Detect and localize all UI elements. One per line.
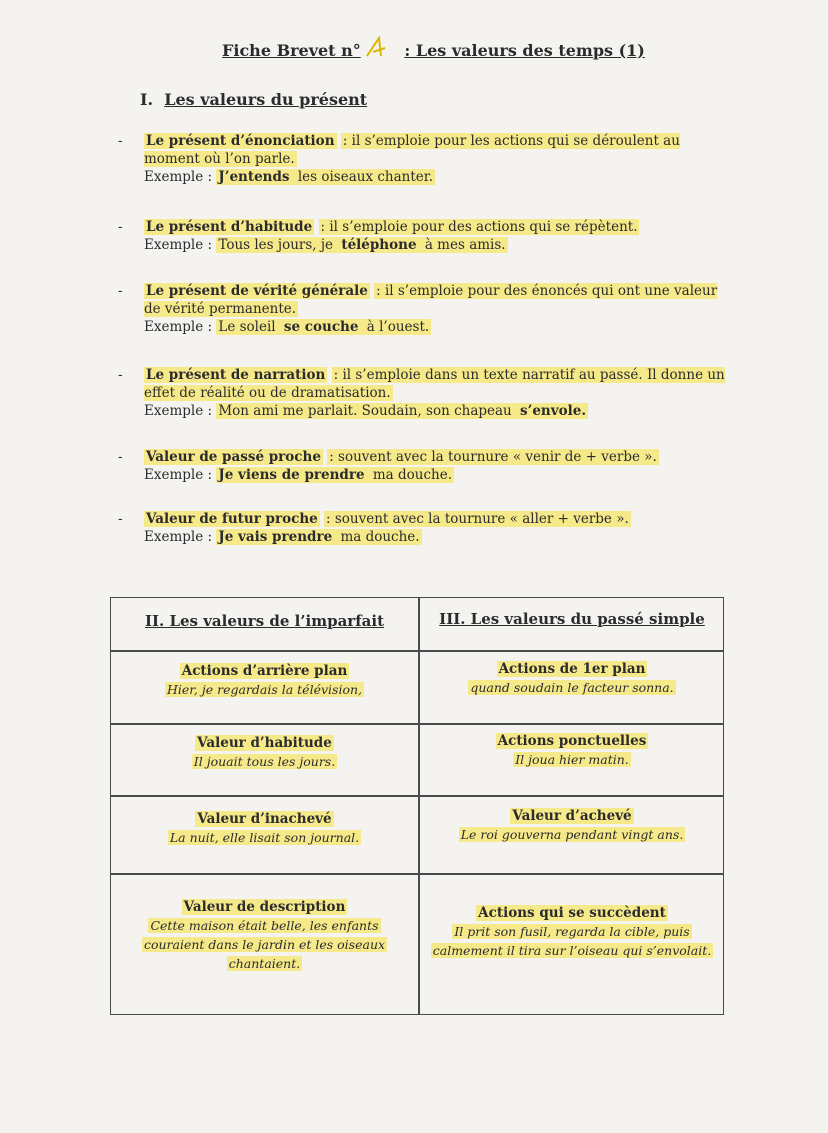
table-cell: Valeur d’inachevé La nuit, elle lisait son journal. (169, 811, 360, 845)
list-item: - Le présent de vérité générale : il s’emploie pour des énoncés qui ont une valeur de vérité permanente. Exemple : Le soleil se couche à l’ouest. (118, 283, 718, 335)
table-cell: Actions qui se succèdent Il prit son fusil, regarda la cible, puis calmement il tira sur l’oiseau qui s’envolait. (432, 905, 712, 958)
page-title (222, 38, 652, 66)
table-cell: Actions de 1er plan quand soudain le facteur sonna. (470, 661, 674, 695)
tense-values-table (110, 597, 724, 1015)
title-prefix: Fiche Brevet n° (222, 41, 361, 60)
handwritten-number (361, 38, 399, 60)
list-item: - Valeur de futur proche : souvent avec la tournure « aller + verbe ». Exemple : Je vais prendre ma douche. (118, 511, 629, 545)
imparfait-header: II. Les valeurs de l’imparfait (144, 612, 385, 630)
table-cell: Valeur d’achevé Le roi gouverna pendant vingt ans. (460, 808, 684, 842)
list-item: - Le présent d’énonciation : il s’emploie pour les actions qui se déroulent au moment où l’on parle. Exemple : J’entends les oiseaux chanter. (118, 133, 680, 185)
table-cell: Valeur d’habitude Il jouait tous les jours. (193, 735, 336, 769)
table-cell: Valeur de description Cette maison était belle, les enfants couraient dans le jardin et les oiseaux chantaient. (143, 899, 386, 971)
table-cell: Actions d’arrière plan Hier, je regardais la télévision, (167, 663, 362, 697)
title-suffix: : Les valeurs des temps (1) (404, 41, 645, 60)
list-item: - Le présent de narration : il s’emploie dans un texte narratif au passé. Il donne un effet de réalité ou de dramatisation. Exemple : Mon ami me parlait. Soudain, son chapeau s’envole. (118, 367, 725, 419)
passe-simple-header: III. Les valeurs du passé simple (439, 610, 705, 628)
table-cell: Actions ponctuelles Il joua hier matin. (497, 733, 647, 767)
list-item: - Valeur de passé proche : souvent avec la tournure « venir de + verbe ». Exemple : Je viens de prendre ma douche. (118, 449, 657, 483)
list-item: - Le présent d’habitude : il s’emploie pour des actions qui se répètent. Exemple : Tous les jours, je téléphone à mes amis. (118, 219, 638, 253)
section-heading-present: I. Les valeurs du présent (140, 90, 368, 109)
